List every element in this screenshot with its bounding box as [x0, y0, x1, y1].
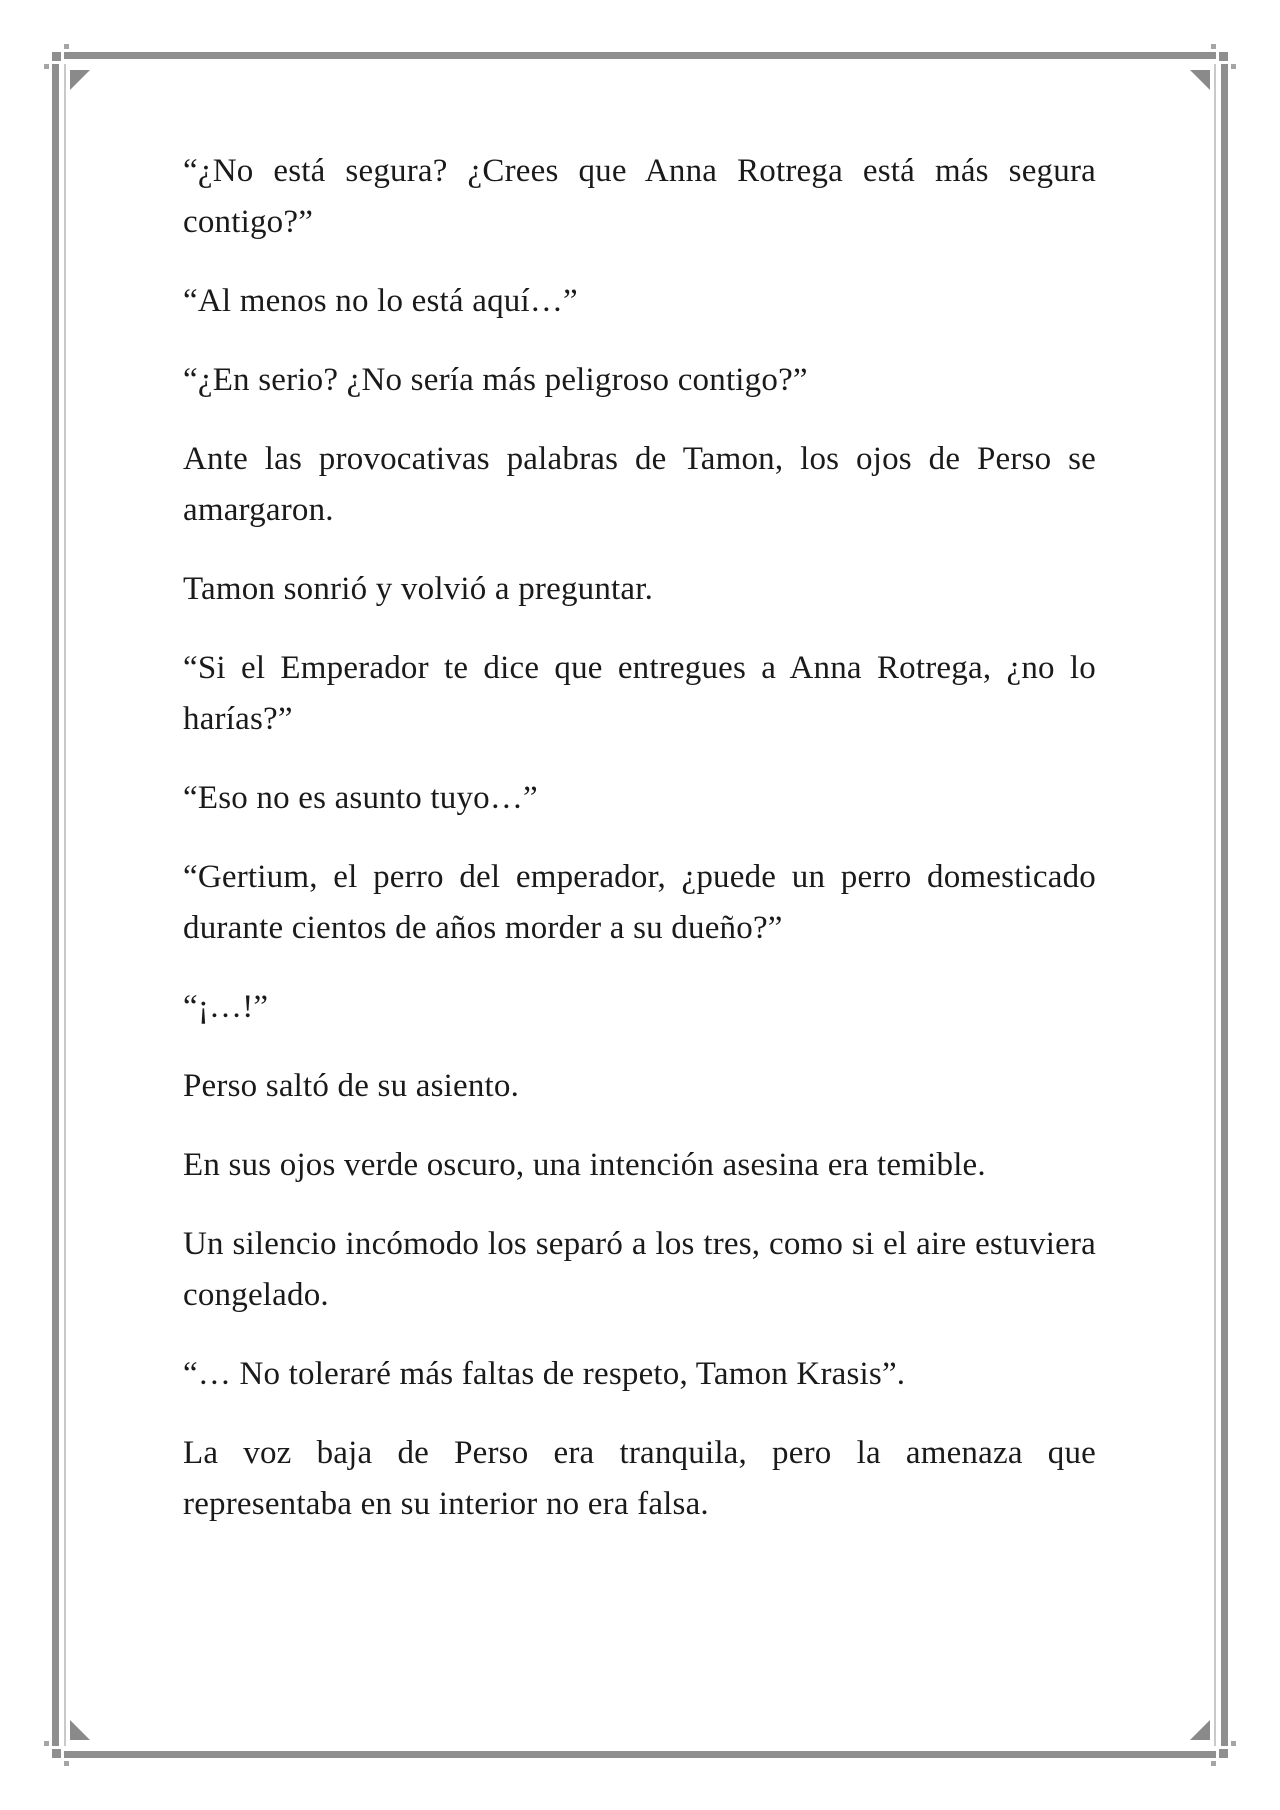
paragraph: Un silencio incómodo los separó a los tres, como si el aire estuviera congelado.	[183, 1226, 1096, 1313]
paragraph: Tamon sonrió y volvió a preguntar.	[183, 571, 654, 607]
corner-square-icon	[64, 1761, 69, 1766]
inner-border-left	[64, 64, 66, 1746]
paragraph: Perso saltó de su asiento.	[183, 1068, 520, 1104]
paragraph: “¡…!”	[183, 989, 269, 1025]
paragraph: “¿En serio? ¿No sería más peligroso contigo?”	[183, 362, 808, 398]
corner-square-icon	[1231, 1741, 1236, 1746]
corner-square-icon	[52, 1749, 61, 1758]
paragraph: “Al menos no lo está aquí…”	[183, 283, 578, 319]
corner-triangle-icon	[70, 1720, 90, 1740]
corner-square-icon	[64, 44, 69, 49]
corner-square-icon	[1231, 64, 1236, 69]
paragraph: “Gertium, el perro del emperador, ¿puede un perro domesticado durante cientos de años morder a su dueño?”	[183, 859, 1096, 946]
border-right	[1221, 64, 1228, 1746]
paragraph: “… No toleraré más faltas de respeto, Tamon Krasis”.	[183, 1356, 906, 1392]
corner-square-icon	[1219, 1749, 1228, 1758]
corner-triangle-icon	[70, 70, 90, 90]
corner-square-icon	[1211, 1761, 1216, 1766]
inner-border-right	[1214, 64, 1216, 1746]
page-text-body	[183, 146, 1096, 1558]
corner-triangle-icon	[1190, 1720, 1210, 1740]
corner-square-icon	[1211, 44, 1216, 49]
corner-square-icon	[52, 52, 61, 61]
corner-triangle-icon	[1190, 70, 1210, 90]
border-top	[64, 52, 1216, 59]
corner-square-icon	[44, 64, 49, 69]
paragraph: “Si el Emperador te dice que entregues a Anna Rotrega, ¿no lo harías?”	[183, 650, 1096, 737]
border-left	[52, 64, 59, 1746]
paragraph: En sus ojos verde oscuro, una intención asesina era temible.	[183, 1147, 986, 1183]
paragraph: La voz baja de Perso era tranquila, pero la amenaza que representaba en su interior no era falsa.	[183, 1435, 1096, 1522]
corner-square-icon	[1219, 52, 1228, 61]
paragraph: “¿No está segura? ¿Crees que Anna Rotrega está más segura contigo?”	[183, 153, 1096, 240]
paragraph: “Eso no es asunto tuyo…”	[183, 780, 538, 816]
border-bottom	[64, 1751, 1216, 1758]
paragraph: Ante las provocativas palabras de Tamon, los ojos de Perso se amargaron.	[183, 441, 1096, 528]
corner-square-icon	[44, 1741, 49, 1746]
